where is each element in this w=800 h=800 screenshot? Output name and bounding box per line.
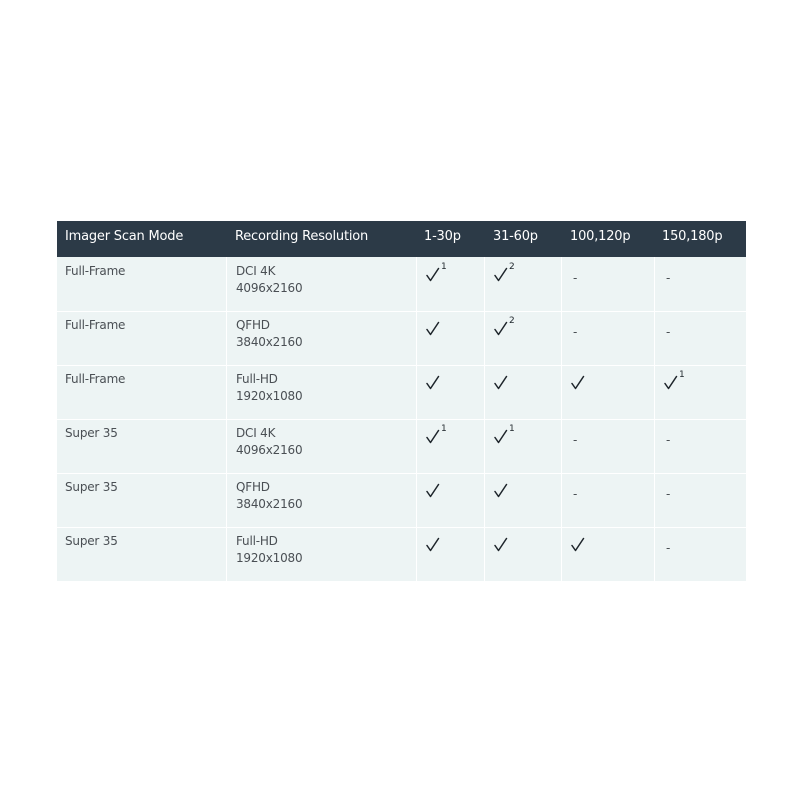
- cell-not-supported: -: [666, 271, 671, 285]
- checkmark-icon: [664, 375, 678, 390]
- row-divider: [57, 311, 746, 312]
- header-31-60p: 31-60p: [493, 229, 538, 244]
- cell-imager-scan-mode: Super 35: [65, 534, 118, 548]
- checkmark-icon: [426, 375, 440, 390]
- cell-supported: [426, 483, 440, 499]
- checkmark-icon: [426, 537, 440, 552]
- header-150-180p: 150,180p: [662, 229, 723, 244]
- cell-format: Full-HD: [236, 372, 278, 386]
- cell-imager-scan-mode: Full-Frame: [65, 372, 126, 386]
- checkmark-icon: [571, 375, 585, 390]
- cell-resolution: 4096x2160: [236, 443, 303, 457]
- table-row: [57, 527, 746, 581]
- table-header: [57, 221, 746, 257]
- cell-resolution: 3840x2160: [236, 497, 303, 511]
- table-row: [57, 419, 746, 473]
- checkmark-icon: [494, 375, 508, 390]
- column-divider: [226, 257, 227, 581]
- row-divider: [57, 473, 746, 474]
- table-row: [57, 473, 746, 527]
- cell-imager-scan-mode: Super 35: [65, 480, 118, 494]
- cell-not-supported: -: [573, 487, 578, 501]
- checkmark-icon: [494, 537, 508, 552]
- cell-not-supported: -: [573, 271, 578, 285]
- cell-not-supported: -: [666, 325, 671, 339]
- cell-imager-scan-mode: Super 35: [65, 426, 118, 440]
- row-divider: [57, 419, 746, 420]
- cell-resolution: 3840x2160: [236, 335, 303, 349]
- cell-resolution: 4096x2160: [236, 281, 303, 295]
- row-divider: [57, 527, 746, 528]
- cell-not-supported: -: [666, 487, 671, 501]
- cell-not-supported: -: [666, 433, 671, 447]
- checkmark-icon: [426, 267, 440, 282]
- footnote-marker: 2: [509, 262, 515, 272]
- cell-imager-scan-mode: Full-Frame: [65, 318, 126, 332]
- column-divider: [561, 257, 562, 581]
- cell-format: DCI 4K: [236, 426, 276, 440]
- table-row: [57, 257, 746, 311]
- cell-supported: [494, 375, 508, 391]
- checkmark-icon: [494, 483, 508, 498]
- cell-supported: [426, 375, 440, 391]
- footnote-marker: 1: [441, 262, 447, 272]
- recording-formats-table: [57, 221, 746, 581]
- header-imager-scan-mode: Imager Scan Mode: [65, 229, 184, 244]
- footnote-marker: 2: [509, 316, 515, 326]
- cell-resolution: 1920x1080: [236, 551, 303, 565]
- checkmark-icon: [494, 429, 508, 444]
- cell-supported: [494, 424, 515, 445]
- cell-supported: [426, 537, 440, 553]
- cell-imager-scan-mode: Full-Frame: [65, 264, 126, 278]
- cell-resolution: 1920x1080: [236, 389, 303, 403]
- cell-supported: [426, 321, 440, 337]
- cell-supported: [494, 316, 515, 337]
- checkmark-icon: [426, 483, 440, 498]
- footnote-marker: 1: [509, 424, 515, 434]
- row-divider: [57, 365, 746, 366]
- checkmark-icon: [426, 429, 440, 444]
- cell-supported: [664, 370, 685, 391]
- cell-not-supported: -: [666, 541, 671, 555]
- checkmark-icon: [494, 321, 508, 336]
- cell-supported: [494, 483, 508, 499]
- checkmark-icon: [571, 537, 585, 552]
- cell-supported: [494, 537, 508, 553]
- cell-format: DCI 4K: [236, 264, 276, 278]
- column-divider: [416, 257, 417, 581]
- header-recording-resolution: Recording Resolution: [235, 229, 369, 244]
- header-1-30p: 1-30p: [424, 229, 461, 244]
- cell-format: Full-HD: [236, 534, 278, 548]
- footnote-marker: 1: [679, 370, 685, 380]
- column-divider: [654, 257, 655, 581]
- checkmark-icon: [494, 267, 508, 282]
- cell-not-supported: -: [573, 325, 578, 339]
- column-divider: [484, 257, 485, 581]
- cell-supported: [426, 424, 447, 445]
- cell-format: QFHD: [236, 480, 270, 494]
- cell-format: QFHD: [236, 318, 270, 332]
- checkmark-icon: [426, 321, 440, 336]
- cell-not-supported: -: [573, 433, 578, 447]
- table-row: [57, 365, 746, 419]
- cell-supported: [426, 262, 447, 283]
- header-100-120p: 100,120p: [570, 229, 631, 244]
- cell-supported: [494, 262, 515, 283]
- footnote-marker: 1: [441, 424, 447, 434]
- table-row: [57, 311, 746, 365]
- cell-supported: [571, 375, 585, 391]
- cell-supported: [571, 537, 585, 553]
